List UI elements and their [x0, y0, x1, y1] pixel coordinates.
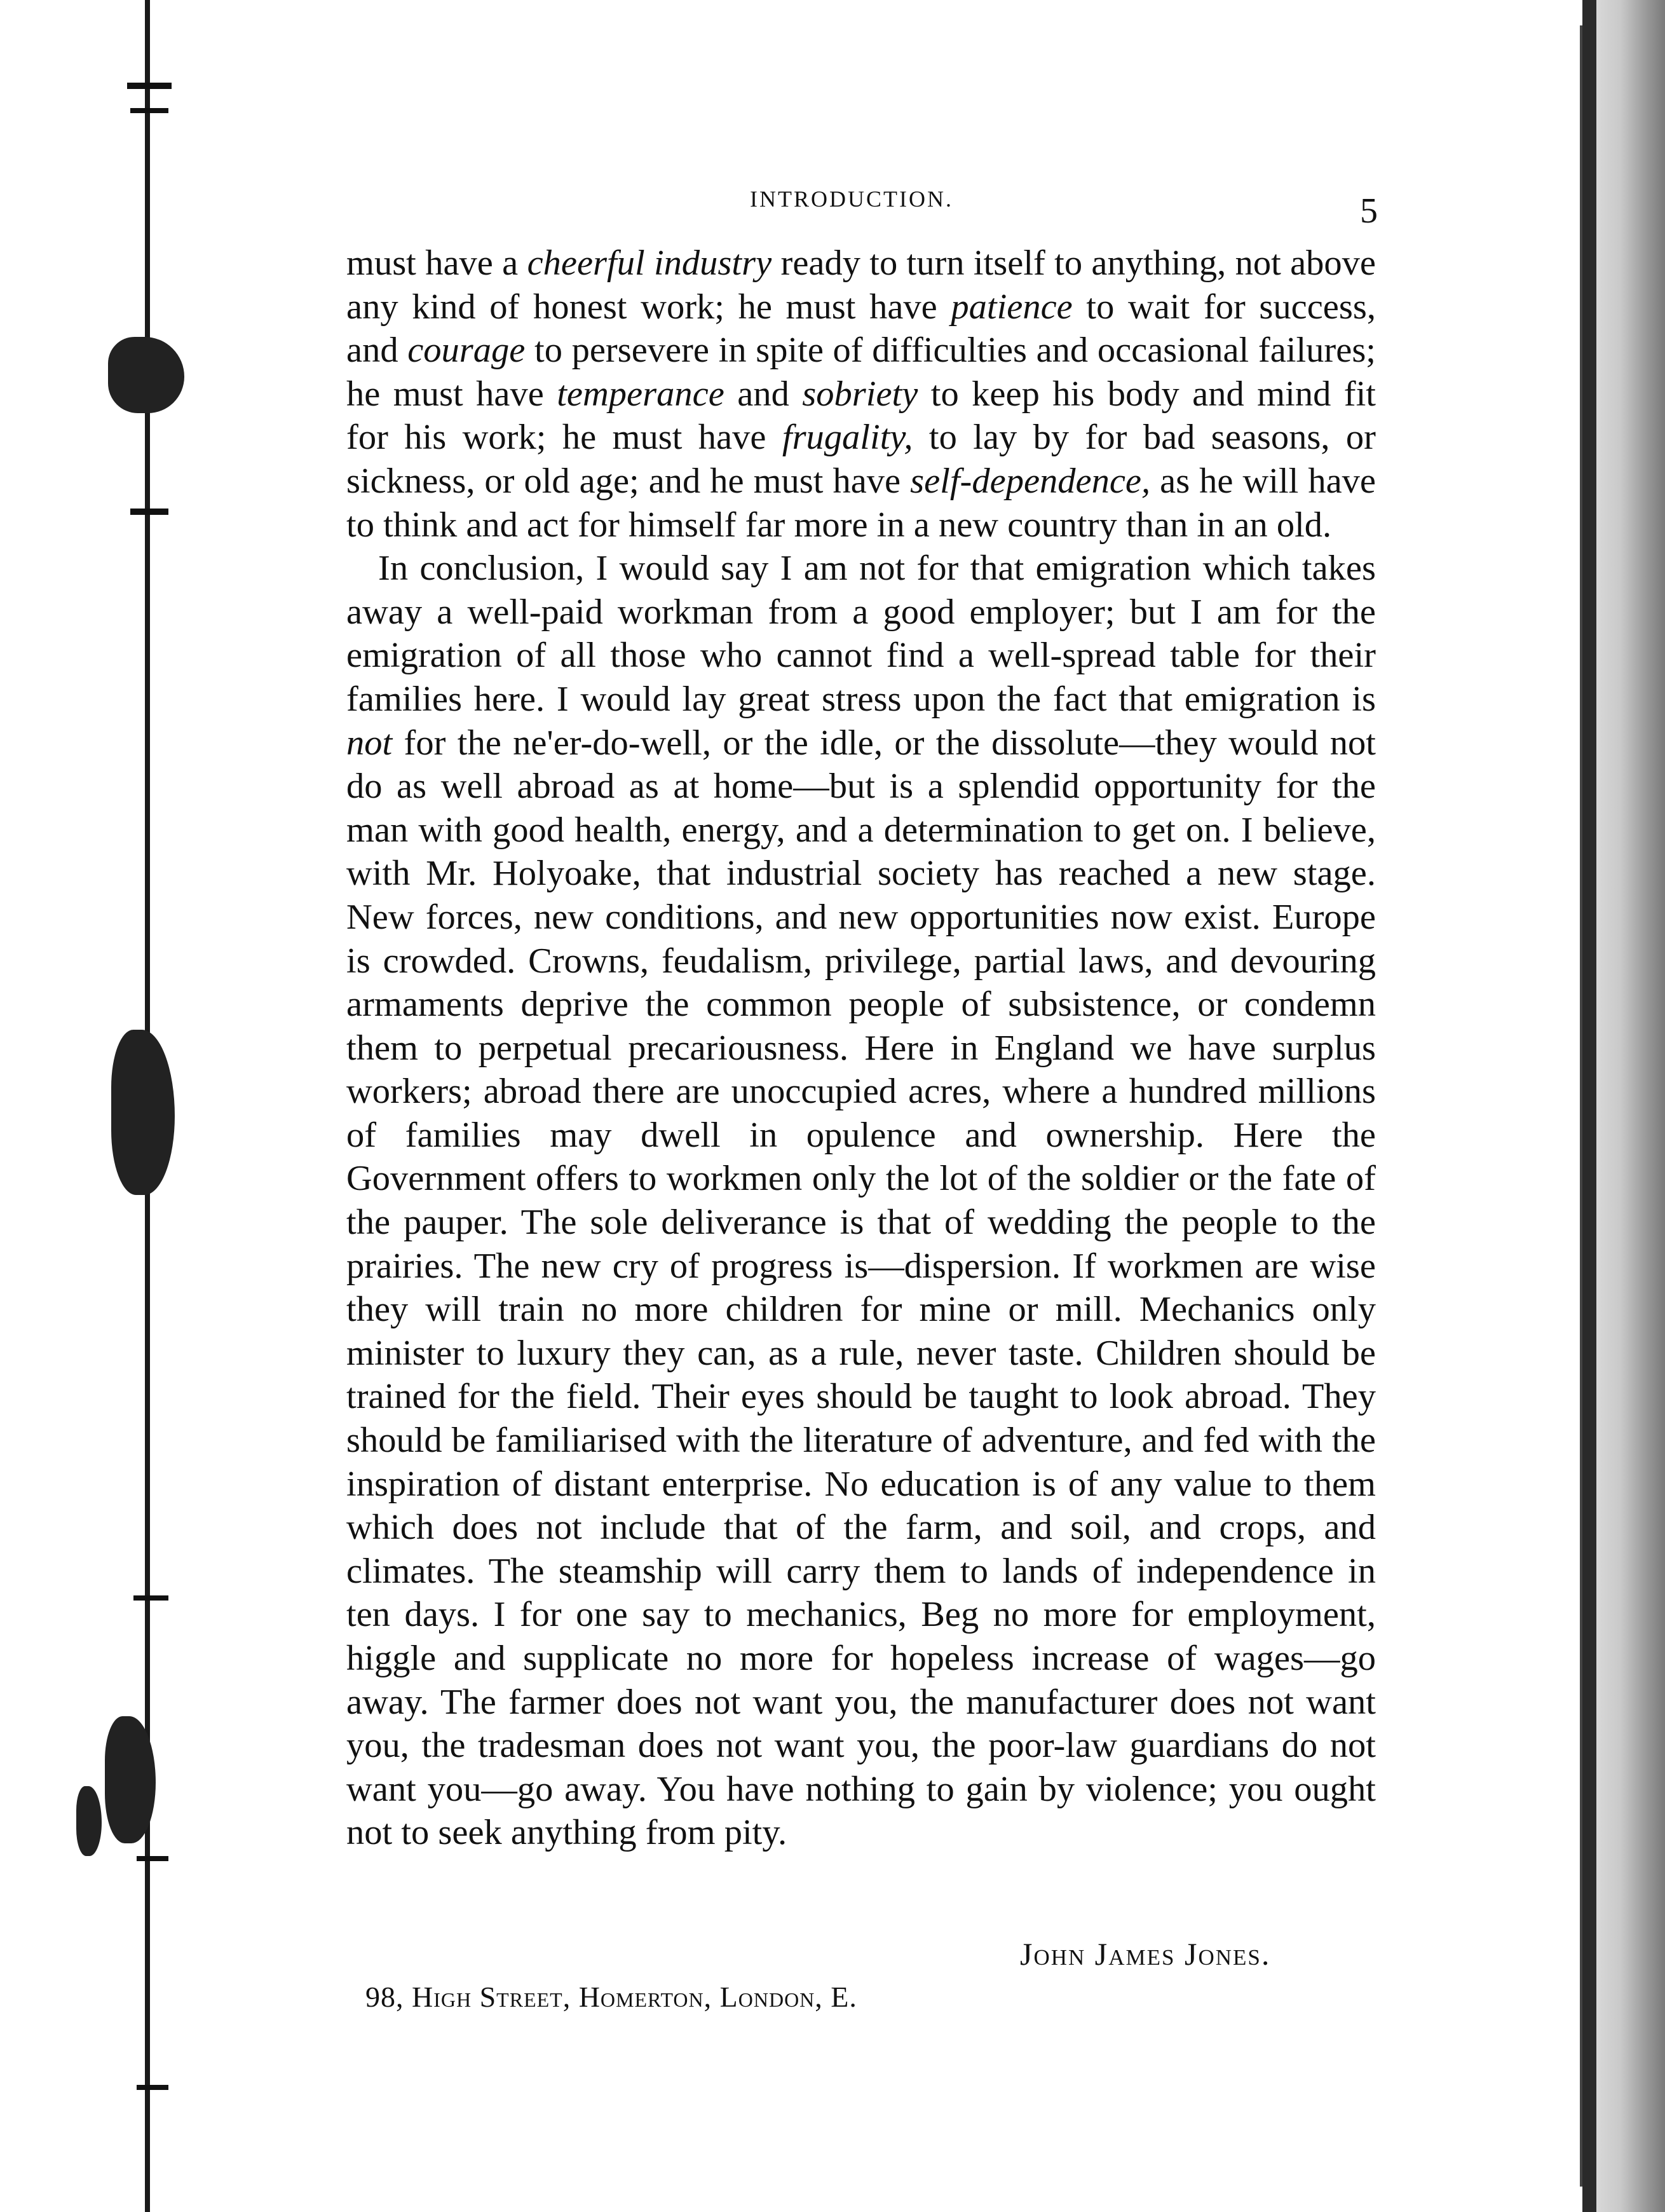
text-run: In conclusion, I would say I am not for that emigration which takes away a well-paid workman from a good employer; but I am for the emigration of all those who cannot find a well-spread table for their families here. I would lay great stress upon the fact that emigration is — [346, 549, 1376, 719]
text-run: for the ne'er-do-well, or the idle, or the dissolute—they would not do as well abroad as at home—but is a splendid opportunity for the man with good health, energy, and a determination to get on. I believe, with Mr. Holyoake, that industrial society has reached a new stage. New forces, new conditions, and new opportunities now exist. Europe is crowded. Crowns, feudalism, privilege, partial laws, and devouring armaments deprive the common people of subsistence, or condemn them to perpetual precariousness. Here in England we have surplus workers; abroad there are unoccupied acres, where a hundred millions of families may dwell in opulence and ownership. Here the Government offers to workmen only the lot of the soldier or the fate of the pauper. The sole deliverance is that of wedding the people to the prairies. The new cry of progress is—dispersion. If workmen are wise they will train no more children for mine or mill. Mechanics only minister to luxury they can, as a rule, never taste. Children should be trained for the field. Their eyes should be taught to look abroad. They should be familiarised with the literature of adventure, and fed with the inspiration of distant enterprise. No education is of any value to them which does not include that of the farm, and soil, and crops, and climates. The steamship will carry them to lands of independence in ten days. I for one say to mechanics, Beg no more for employment, higgle and supplicate no more for hopeless increase of wages—go away. The farmer does not want you, the manufacturer does not want you, the tradesman does not want you, the poor-law guardians do not want you—go away. You have nothing to gain by violence; you ought not to seek anything from pity. — [346, 723, 1376, 1853]
binding-tear — [108, 337, 184, 413]
binding-stitch — [137, 1856, 168, 1861]
binding-tear — [76, 1786, 102, 1856]
signature: John James Jones. — [1020, 1936, 1271, 1972]
text-run: to wait for success, and — [346, 287, 1376, 371]
italic-emphasis: not — [346, 723, 393, 763]
binding-stitch — [133, 1595, 168, 1601]
italic-emphasis: sobriety — [802, 374, 918, 414]
italic-emphasis: frugality, — [782, 418, 913, 458]
text-run: to lay by for bad seasons, or sickness, or old age; and he must have — [346, 418, 1376, 501]
text-run: ready to turn itself to anything, not above any kind of honest work; he must have — [346, 243, 1376, 327]
binding-stitch — [130, 509, 168, 515]
text-run: must have a — [346, 243, 527, 283]
binding-gutter — [0, 0, 210, 2212]
binding-stitch — [130, 108, 168, 113]
text-run: as he will have to think and act for himself far more in a new country than in an old. — [346, 461, 1376, 545]
binding-stitch — [137, 2085, 168, 2090]
paragraph — [346, 242, 1376, 547]
text-run: to persevere in spite of difficulties and occasional failures; he must have — [346, 331, 1376, 414]
italic-emphasis: self-dependence, — [910, 461, 1151, 501]
page-number: 5 — [1360, 191, 1378, 231]
text-run: to keep his body and mind fit for his work; he must have — [346, 374, 1376, 458]
page-edge — [1582, 0, 1665, 2212]
binding-stitch — [127, 83, 172, 89]
binding-tear — [111, 1030, 175, 1195]
italic-emphasis: courage — [407, 331, 526, 371]
italic-emphasis: patience — [951, 287, 1073, 327]
address: 98, High Street, Homerton, London, E. — [365, 1981, 857, 2013]
text-run: and — [724, 374, 803, 414]
italic-emphasis: cheerful industry — [527, 243, 772, 283]
running-head: INTRODUCTION. — [750, 186, 953, 212]
body-text — [346, 242, 1376, 1855]
italic-emphasis: temperance — [557, 374, 724, 414]
paragraph — [346, 547, 1376, 1855]
